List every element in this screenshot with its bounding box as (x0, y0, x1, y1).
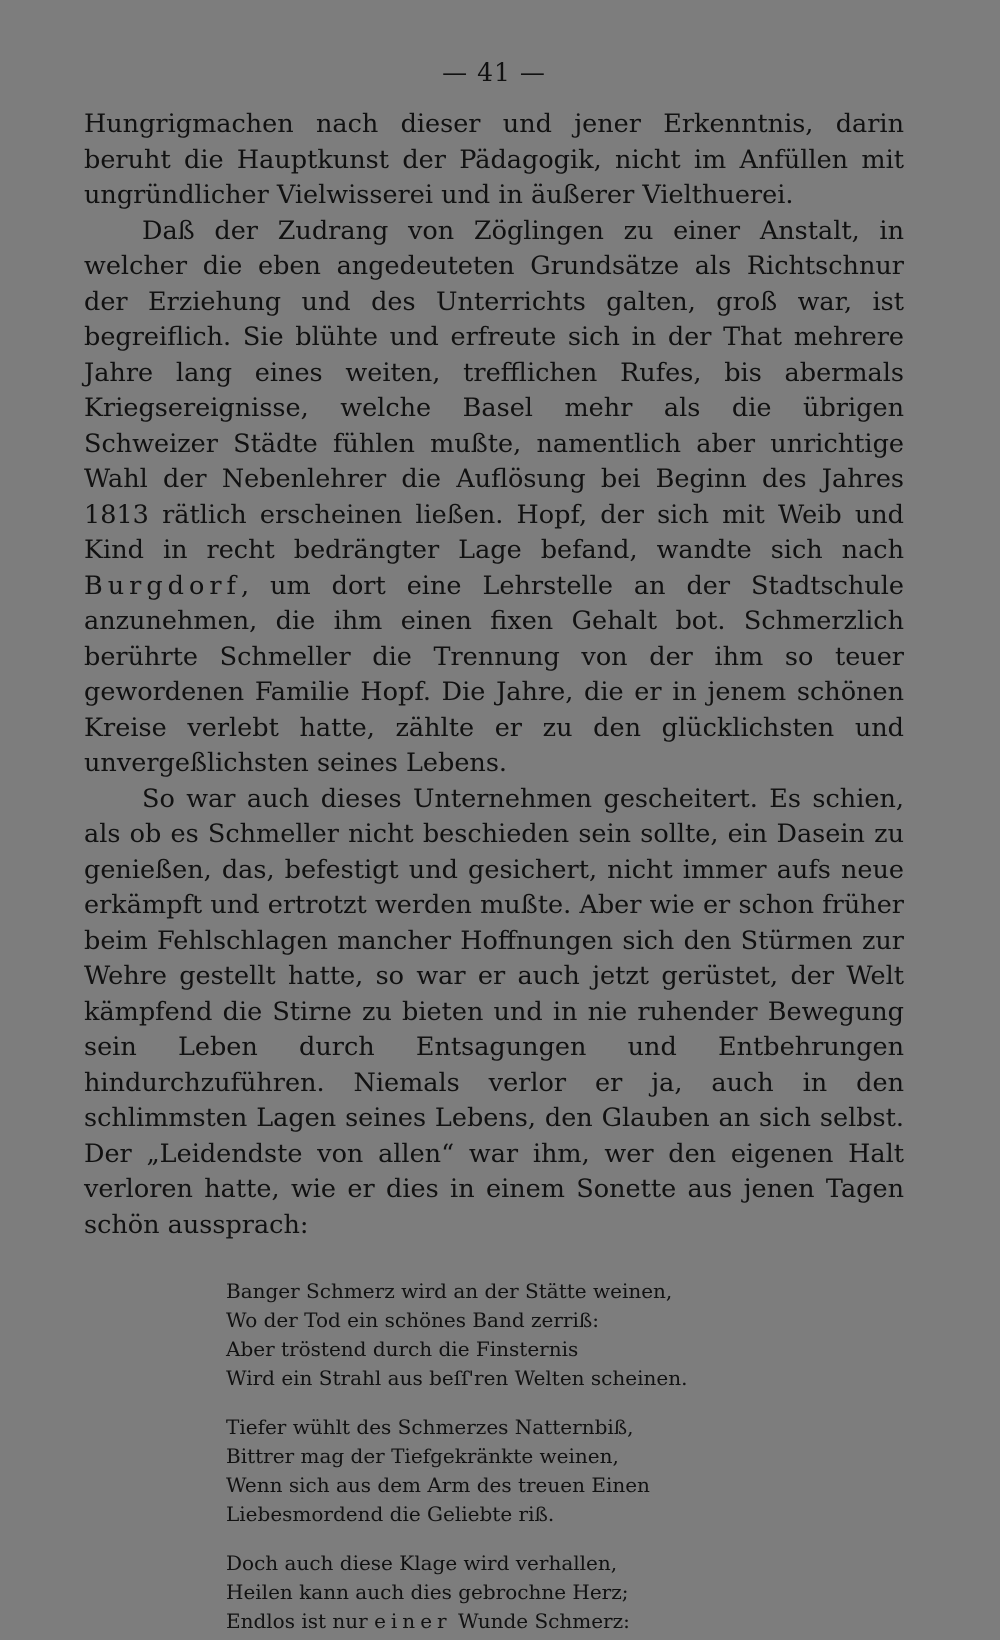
verse-part: Wunde Schmerz: (451, 1609, 630, 1633)
verse-line: Tiefer wühlt des Schmerzes Natternbiß, (226, 1415, 634, 1439)
verse-line-with-emphasis (226, 1607, 904, 1636)
verse-line: Wird ein Strahl aus beſſ'ren Welten scheinen. (226, 1366, 688, 1390)
verse-line: Doch auch diese Klage wird verhallen, (226, 1551, 618, 1575)
verse-line: Heilen kann auch dies gebrochne Herz; (226, 1580, 629, 1604)
paragraph-3: So war auch dieses Unternehmen gescheitert. Es schien, als ob es Schmeller nicht beschieden sein sollte, ein Dasein zu genießen, das, befestigt und gesichert, nicht immer aufs neue erkämpft und ertrotzt werden mußte. Aber wie er schon früher beim Fehlschlagen mancher Hoffnungen sich den Stürmen zur Wehre gestellt hatte, so war er auch jetzt gerüstet, der Welt kämpfend die Stirne zu bieten und in nie ruhender Bewegung sein Leben durch Entsagungen und Entbehrungen hindurchzuführen. Niemals verlor er ja, auch in den schlimmsten Lagen seines Lebens, den Glauben an sich selbst. Der „Leidendste von allen“ war ihm, wer den eigenen Halt verloren hatte, wie er dies in einem Sonette aus jenen Tagen schön aussprach: (84, 783, 904, 1240)
paragraph-2-emphasis: Burgdorf (84, 570, 241, 601)
verse-line: Bittrer mag der Tiefgekränkte weinen, (226, 1444, 619, 1468)
paragraph-1: Hungrigmachen nach dieser und jener Erkenntnis, darin beruht die Hauptkunst der Pädagogik, nicht im Anfüllen mit ungründlicher Vielwisserei und in äußerer Vielthuerei. (84, 109, 904, 210)
verse-line: Wenn sich aus dem Arm des treuen Einen (226, 1473, 650, 1497)
page-number: — 41 — (442, 58, 546, 87)
sonnet-stanza-2 (226, 1413, 904, 1529)
body-text (84, 107, 904, 1243)
verse-line: Wo der Tod ein schönes Band zerriß: (226, 1308, 599, 1332)
verse-line: Liebesmordend die Geliebte riß. (226, 1502, 555, 1526)
verse-part: Endlos ist nur (226, 1609, 375, 1633)
paragraph-2-part-2: , um dort eine Lehrstelle an der Stadtschule anzunehmen, die ihm einen fixen Gehalt bot. Schmerzlich berührte Schmeller die Trennung von der ihm so teuer gewordenen Familie Hopf. Die Jahre, die er in jenem schönen Kreise verlebt hatte, zählte er zu den glücklichsten und unvergeßlichsten seines Lebens. (84, 570, 904, 778)
verse-line: Aber tröstend durch die Finsternis (226, 1337, 579, 1361)
paragraph-2-part-1: Daß der Zudrang von Zöglingen zu einer Anstalt, in welcher die eben angedeuteten Grundsätze als Richtschnur der Erziehung und des Unterrichts galten, groß war, ist begreiflich. Sie blühte und erfreute sich in der That mehrere Jahre lang eines weiten, trefflichen Rufes, bis abermals Kriegsereignisse, welche Basel mehr als die übrigen Schweizer Städte fühlen mußte, namentlich aber unrichtige Wahl der Nebenlehrer die Auflösung bei Beginn des Jahres 1813 rätlich erscheinen ließen. Hopf, der sich mit Weib und Kind in recht bedrängter Lage befand, wandte sich nach (84, 215, 904, 565)
verse-emphasis: einer (374, 1609, 452, 1633)
sonnet-stanza-3 (226, 1549, 904, 1636)
paragraph-2 (84, 214, 904, 782)
sonnet (226, 1277, 904, 1636)
sonnet-stanza-1 (226, 1277, 904, 1393)
verse-line: Banger Schmerz wird an der Stätte weinen, (226, 1279, 673, 1303)
